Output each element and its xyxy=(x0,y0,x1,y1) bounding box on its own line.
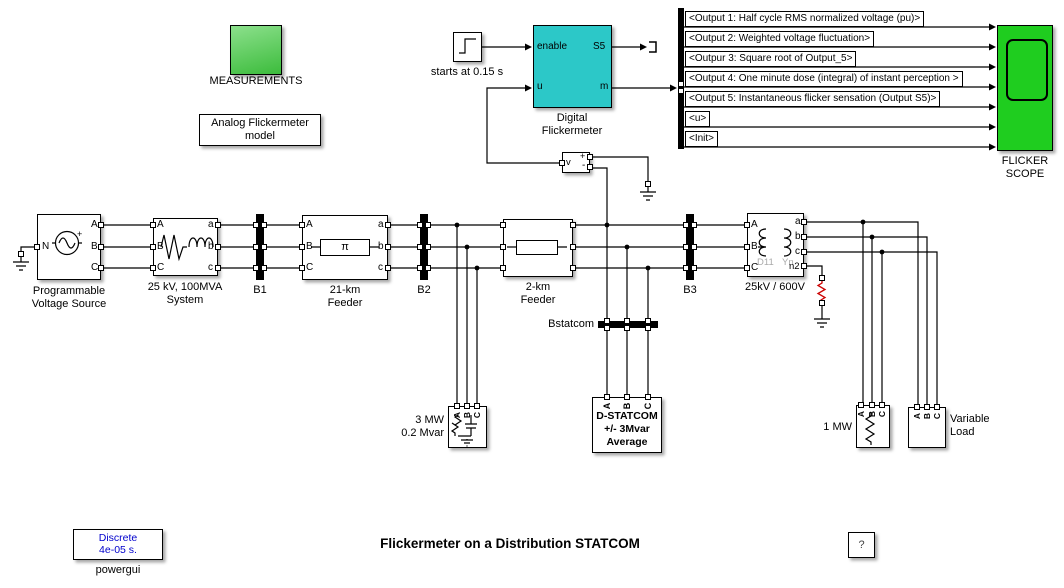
xfmr-port-B: B xyxy=(751,241,758,252)
feeder21-port-a: a xyxy=(378,219,384,230)
load3-caption-line1: 3 MW xyxy=(415,414,444,426)
source-port-a: A xyxy=(91,219,98,230)
signal-label-output5[interactable]: <Output 5: Instantaneous flicker sensation (Output S5)> xyxy=(685,91,940,107)
signal-label-output2[interactable]: <Output 2: Weighted voltage fluctuation> xyxy=(685,31,874,47)
load1-caption: 1 MW xyxy=(823,421,852,433)
source-caption-line1: Programmable xyxy=(32,285,106,297)
feeder2-caption-line2: Feeder xyxy=(520,294,556,306)
terminator-icon[interactable] xyxy=(649,42,656,52)
xfmr-port-n2: n2 xyxy=(789,261,800,272)
feeder21-port-C: C xyxy=(306,262,314,273)
bus-bstatcom-caption: Bstatcom xyxy=(548,318,594,330)
load1-port-A: A xyxy=(856,410,866,418)
xfmr-port-C: C xyxy=(751,262,759,273)
load3-caption-line2: 0.2 Mvar xyxy=(401,427,444,439)
help-block[interactable] xyxy=(848,532,875,558)
feeder2-resistor-icon xyxy=(516,240,558,255)
vmeter-label-minus: - xyxy=(582,160,586,171)
system-port-b: b xyxy=(208,241,214,252)
bus-selector-bar xyxy=(678,8,684,149)
powergui-line1: Discrete xyxy=(98,532,138,544)
dstatcom-port-C: C xyxy=(643,402,653,410)
flickermeter-port-s5: S5 xyxy=(593,41,606,52)
xfmr-port-c: c xyxy=(795,246,800,257)
dstatcom-line3: Average xyxy=(606,436,648,448)
dstatcom-port-B: B xyxy=(622,402,632,410)
bus-b2-caption: B2 xyxy=(417,284,431,296)
xfmr-label-d11: D11 xyxy=(757,257,774,268)
feeder21-port-A: A xyxy=(306,219,313,230)
xfmr-label-yn: Yn xyxy=(782,257,794,268)
analog-model-line1: Analog Flickermeter xyxy=(211,117,309,129)
varload-port-B: B xyxy=(922,412,932,420)
powergui-line2: 4e-05 s. xyxy=(99,544,137,556)
flickermeter-caption-line2: Flickermeter xyxy=(541,125,603,137)
ground-icon-vmeter xyxy=(640,187,656,200)
system-port-A: A xyxy=(157,219,164,230)
xfmr-port-A: A xyxy=(751,219,758,230)
dstatcom-port-A: A xyxy=(602,402,612,410)
load3-port-B: B xyxy=(462,411,472,419)
powergui-caption: powergui xyxy=(95,564,141,576)
feeder21-port-c: c xyxy=(378,262,383,273)
load3-port-A: A xyxy=(452,411,462,419)
measurements-block[interactable] xyxy=(230,25,282,75)
xfmr-caption: 25kV / 600V xyxy=(745,281,805,293)
system-port-B: B xyxy=(157,241,164,252)
system-caption-line2: System xyxy=(166,294,204,306)
help-question-mark: ? xyxy=(858,539,865,551)
flickermeter-port-m: m xyxy=(600,81,609,92)
flickermeter-caption-line1: Digital xyxy=(556,112,588,124)
source-port-b: B xyxy=(91,241,98,252)
system-caption-line1: 25 kV, 100MVA xyxy=(147,281,223,293)
signal-label-output3[interactable]: <Outpur 3: Square root of Output_5> xyxy=(685,51,856,67)
bus-b2 xyxy=(420,214,428,280)
digital-flickermeter-block[interactable] xyxy=(533,25,612,108)
dstatcom-line1: D-STATCOM xyxy=(596,410,658,422)
measurements-caption: MEASUREMENTS xyxy=(209,75,303,87)
vmeter-label-plus: + xyxy=(580,151,586,161)
source-plus-sign: + xyxy=(77,229,83,239)
varload-port-A: A xyxy=(912,412,922,420)
source-port-c: C xyxy=(91,262,99,273)
step-caption: starts at 0.15 s xyxy=(430,66,504,78)
xfmr-port-a: a xyxy=(795,216,801,227)
flickermeter-port-enable: enable xyxy=(537,41,568,52)
dstatcom-line2: +/- 3Mvar xyxy=(604,423,650,435)
bus-bstatcom xyxy=(598,321,658,328)
ground-icon-source xyxy=(13,257,29,270)
source-caption-line2: Voltage Source xyxy=(31,298,107,310)
xfmr-port-b: b xyxy=(795,231,801,242)
analog-flickermeter-model-block[interactable] xyxy=(199,114,321,146)
system-port-c: c xyxy=(208,262,213,273)
source-port-n: N xyxy=(42,241,50,252)
scope-caption-line2: SCOPE xyxy=(1005,168,1045,180)
signal-label-output4[interactable]: <Output 4: One minute dose (integral) of instant perception > xyxy=(685,71,963,87)
feeder21-port-b: b xyxy=(378,241,384,252)
bus-b1-caption: B1 xyxy=(253,284,267,296)
system-port-a: a xyxy=(208,219,214,230)
bus-b3 xyxy=(686,214,694,280)
step-block[interactable] xyxy=(453,32,482,62)
ground-icon-xfmr xyxy=(814,314,830,327)
bus-b1 xyxy=(256,214,264,280)
load1-port-C: C xyxy=(877,410,887,418)
signal-label-u[interactable]: <u> xyxy=(685,111,710,127)
pi-symbol: π xyxy=(341,241,349,253)
scope-screen xyxy=(1006,39,1048,101)
signal-label-output1[interactable]: <Output 1: Half cycle RMS normalized voltage (pu)> xyxy=(685,11,924,27)
load3-port-C: C xyxy=(472,411,482,419)
system-port-C: C xyxy=(157,262,165,273)
pi-section-icon xyxy=(320,239,370,256)
model-title: Flickermeter on a Distribution STATCOM xyxy=(380,536,640,551)
vmeter-label-v: v xyxy=(566,157,571,168)
flickermeter-port-u: u xyxy=(537,81,543,92)
varload-port-C: C xyxy=(932,412,942,420)
signal-label-init[interactable]: <Init> xyxy=(685,131,718,147)
load1-port-B: B xyxy=(867,410,877,418)
varload-caption-line1: Variable xyxy=(950,413,990,425)
feeder21-caption-line2: Feeder xyxy=(327,297,363,309)
feeder2-caption-line1: 2-km xyxy=(525,281,551,293)
scope-caption-line1: FLICKER xyxy=(1001,155,1049,167)
varload-caption-line2: Load xyxy=(950,426,975,438)
analog-model-line2: model xyxy=(245,130,275,142)
bus-b3-caption: B3 xyxy=(683,284,697,296)
feeder21-caption-line1: 21-km xyxy=(329,284,361,296)
feeder21-port-B: B xyxy=(306,241,313,252)
